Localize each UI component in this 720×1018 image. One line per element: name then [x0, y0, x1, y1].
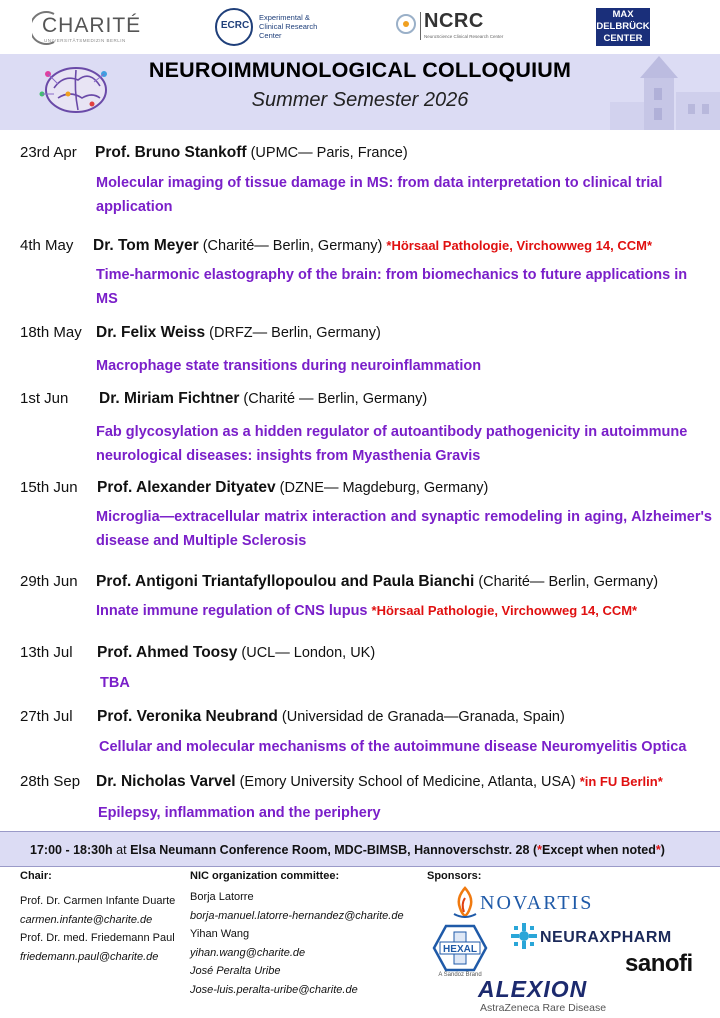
page-title: NEUROIMMUNOLOGICAL COLLOQUIUM — [148, 58, 572, 82]
ncrc-logo — [396, 12, 506, 46]
talk-title: Time-harmonic elastography of the brain: from biomechanics to future applications in MS — [96, 267, 688, 307]
nic-heading: NIC organization committee: — [190, 870, 340, 882]
chair-name-2: Prof. Dr. med. Friedemann Paul — [20, 932, 175, 944]
talk-title: Molecular imaging of tissue damage in MS: from data interpretation to clinical trial application — [96, 175, 663, 215]
nic-email-1[interactable]: borja-manuel.latorre-hernandez@charite.de — [190, 909, 404, 922]
sponsors-heading: Sponsors: — [427, 870, 482, 882]
talk-title: Cellular and molecular mechanisms of the autoimmune disease Neuromyelitis Optica — [99, 739, 687, 755]
header-band — [0, 54, 720, 130]
talk-date: 1st Jun — [20, 390, 69, 407]
speaker-line — [95, 144, 408, 162]
neuraxpharm-star-icon — [510, 922, 538, 950]
charite-subline: UNIVERSITÄTSMEDIZIN BERLIN — [44, 38, 126, 43]
speaker-affiliation: (UCL— London, UK) — [237, 645, 376, 661]
talk-title: Fab glycosylation as a hidden regulator of autoantibody pathogenicity in autoimmune neurological diseases: insights from Myasthenia Gravis — [96, 424, 688, 464]
ecrc-line-2: Clinical Research — [259, 22, 318, 31]
speaker-affiliation: (Charité— Berlin, Germany) — [474, 574, 659, 590]
nic-name-2: Yihan Wang — [190, 928, 250, 940]
speaker-line — [96, 573, 658, 591]
talk-title-text: Innate immune regulation of CNS lupus — [96, 603, 372, 619]
talk-title: Epilepsy, inflammation and the periphery — [98, 805, 381, 821]
speaker-affiliation: (DRFZ— Berlin, Germany) — [205, 325, 381, 341]
venue-note: *Hörsaal Pathologie, Virchowweg 14, CCM* — [371, 603, 638, 618]
talk-date: 29th Jun — [20, 573, 78, 590]
speaker-affiliation: (Charité — Berlin, Germany) — [239, 391, 428, 407]
except-star-2: * — [655, 843, 661, 857]
chair-section — [20, 870, 175, 966]
ncrc-subline: NeuroScience Clinical Research Center — [424, 34, 504, 39]
speaker-affiliation: (Emory University School of Medicine, Atlanta, USA) — [235, 774, 580, 790]
novartis-wordmark: NOVARTIS — [480, 892, 594, 914]
hexal-subline: A Sandoz Brand — [438, 972, 482, 978]
talk-date: 18th May — [20, 324, 82, 341]
except-star-1: * — [537, 843, 542, 857]
speaker-line — [97, 479, 488, 497]
ecrc-abbr: ECRC — [220, 20, 250, 31]
at-word: at — [112, 843, 131, 857]
speaker-name: Dr. Felix Weiss — [96, 324, 206, 341]
session-venue: Elsa Neumann Conference Room, MDC-BIMSB, Hannoverschstr. 28 — [130, 843, 530, 857]
alexion-logo — [476, 976, 626, 1016]
hexal-wordmark: HEXAL — [443, 944, 477, 955]
ncrc-divider — [420, 12, 421, 40]
speaker-affiliation: (Charité— Berlin, Germany) — [198, 238, 387, 254]
talk-title: Microglia—extracellular matrix interaction and synaptic remodeling in aging, Alzheimer's disease and Multiple Sclerosis — [96, 509, 712, 549]
chair-email-1[interactable]: carmen.infante@charite.de — [20, 913, 153, 926]
speaker-line — [96, 773, 663, 791]
ecrc-logo — [215, 8, 330, 48]
speaker-line — [99, 390, 427, 408]
hexal-hexagon-icon — [432, 924, 488, 972]
except-text: Except when noted — [541, 843, 656, 857]
chair-name-1: Prof. Dr. Carmen Infante Duarte — [20, 895, 176, 907]
talk-date: 23rd Apr — [20, 144, 77, 161]
speaker-line — [96, 324, 381, 342]
alexion-wordmark: ALEXION — [478, 976, 588, 1002]
ecrc-name — [259, 13, 317, 40]
except-open: ( — [529, 843, 538, 857]
talk-date: 13th Jul — [20, 644, 73, 661]
except-close: ) — [660, 843, 665, 857]
mdc-line-1: MAX — [612, 9, 634, 20]
speaker-name: Prof. Alexander Dityatev — [97, 479, 276, 496]
mdc-line-3: CENTER — [603, 33, 643, 44]
novartis-flame-icon — [452, 886, 478, 918]
speaker-affiliation: (UPMC— Paris, France) — [246, 145, 408, 161]
talk-title: TBA — [100, 675, 130, 691]
speaker-name: Dr. Miriam Fichtner — [99, 390, 240, 407]
talk-date: 27th Jul — [20, 708, 73, 725]
sanofi-logo: sanofi — [625, 950, 693, 977]
talk-title — [96, 599, 712, 623]
speaker-line — [93, 237, 652, 255]
neuraxpharm-wordmark: NEURAXPHARM — [540, 929, 672, 946]
speaker-name: Prof. Veronika Neubrand — [97, 708, 278, 725]
talk-title: Macrophage state transitions during neuroinflammation — [96, 358, 482, 374]
speaker-name: Prof. Ahmed Toosy — [97, 644, 238, 661]
nic-name-1: Borja Latorre — [190, 891, 254, 903]
speaker-name: Prof. Antigoni Triantafyllopoulou and Paula Bianchi — [96, 573, 475, 590]
talk-date: 4th May — [20, 237, 74, 254]
talk-date: 15th Jun — [20, 479, 78, 496]
nic-name-3: José Peralta Uribe — [190, 965, 281, 977]
novartis-logo — [452, 886, 602, 918]
logo-bar — [0, 0, 720, 54]
nic-email-2[interactable]: yihan.wang@charite.de — [190, 946, 306, 959]
nic-committee-section — [190, 870, 404, 999]
speaker-line — [97, 644, 375, 662]
neuraxpharm-logo — [510, 922, 680, 952]
speaker-affiliation: (DZNE— Magdeburg, Germany) — [275, 480, 489, 496]
speaker-name: Dr. Tom Meyer — [93, 237, 199, 254]
page-subtitle: Summer Semester 2026 — [251, 89, 469, 111]
mdc-line-2: DELBRÜCK — [596, 21, 650, 32]
ecrc-line-1: Experimental & — [259, 13, 310, 22]
charite-wordmark: CHARITÉ — [42, 14, 142, 37]
time-venue-bar — [0, 831, 720, 867]
nic-email-3[interactable]: Jose-luis.peralta-uribe@charite.de — [190, 983, 358, 996]
chair-heading: Chair: — [20, 870, 52, 882]
chair-email-2[interactable]: friedemann.paul@charite.de — [20, 950, 159, 963]
speaker-name: Dr. Nicholas Varvel — [96, 773, 236, 790]
speaker-name: Prof. Bruno Stankoff — [95, 144, 247, 161]
speaker-affiliation: (Universidad de Granada—Granada, Spain) — [277, 709, 565, 725]
max-delbrueck-logo — [596, 8, 650, 46]
session-time: 17:00 - 18:30h — [30, 843, 113, 857]
ecrc-line-3: Center — [259, 31, 282, 40]
time-venue-text — [30, 843, 665, 857]
ncrc-mark-icon — [396, 14, 416, 34]
talk-date: 28th Sep — [20, 773, 81, 790]
charite-logo — [38, 10, 148, 46]
speaker-line — [97, 708, 565, 726]
ncrc-wordmark: NCRC — [424, 10, 484, 32]
venue-note: *Hörsaal Pathologie, Virchowweg 14, CCM* — [386, 238, 653, 253]
venue-note: *in FU Berlin* — [579, 774, 663, 789]
alexion-subline: AstraZeneca Rare Disease — [480, 1002, 607, 1014]
hexal-logo — [432, 924, 488, 982]
